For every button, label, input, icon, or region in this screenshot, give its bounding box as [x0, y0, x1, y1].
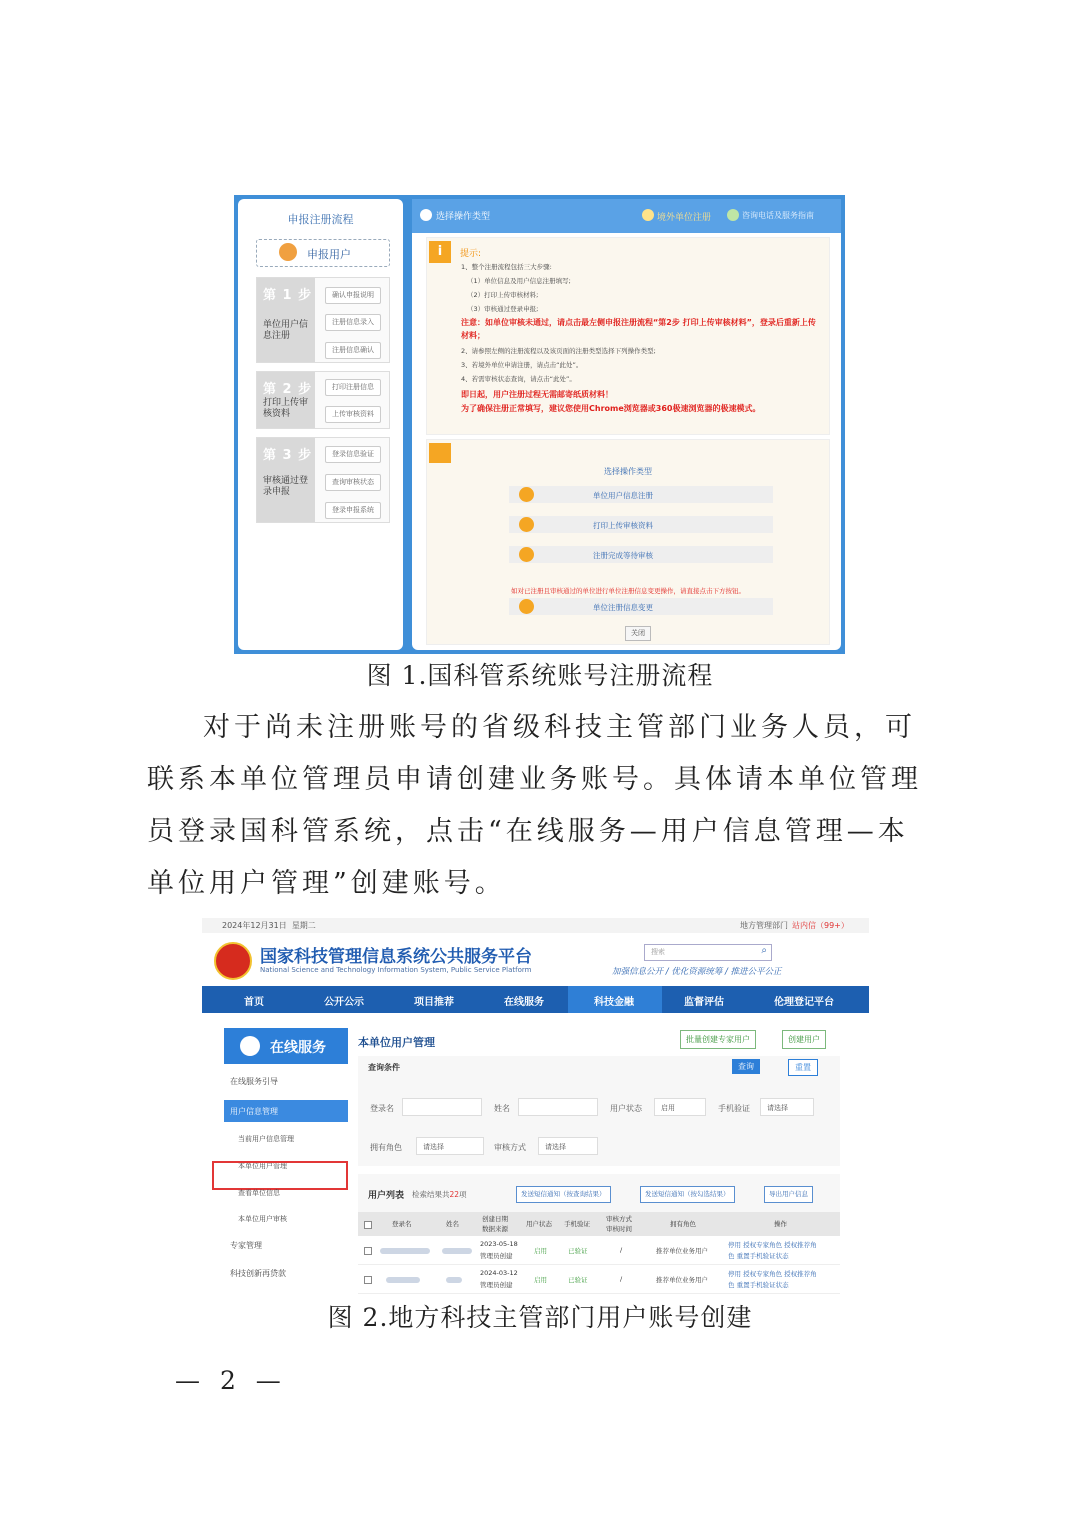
op-label: 单位用户信息注册 [593, 491, 653, 500]
cell-status: 启用 [534, 1276, 547, 1284]
tip-line: 1、整个注册流程包括三大步骤: [461, 263, 552, 271]
sidebar-header [224, 1028, 348, 1064]
audit-value: 请选择 [545, 1143, 566, 1151]
phone-select[interactable] [760, 1098, 814, 1116]
row-checkbox[interactable] [364, 1276, 372, 1284]
national-emblem-logo [214, 942, 252, 980]
login-verify-button[interactable]: 登录信息验证 [325, 446, 381, 463]
col-name: 姓名 [446, 1220, 459, 1228]
sidebar-item-user-audit[interactable]: 本单位用户审核 [238, 1215, 287, 1223]
cell-status: 启用 [534, 1247, 547, 1255]
sidebar-item-unit-users[interactable]: 本单位用户管理 [238, 1162, 287, 1170]
redacted-name [446, 1277, 462, 1283]
applicant-user-label: 申报用户 [307, 248, 351, 261]
ops-note: 如对已注册且审核通过的单位进行单位注册信息变更操作，请直接点击下方按钮。 [511, 587, 745, 595]
step-3-desc: 审核通过登录申报 [263, 476, 309, 497]
step-2-desc: 打印上传审核资料 [263, 398, 309, 419]
figure1-screenshot [234, 195, 845, 654]
nav-supervision[interactable]: 监督评估 [684, 997, 724, 1008]
tip-line: （1）单位信息及用户信息注册填写; [467, 277, 571, 285]
step-1-number: 第 1 步 [263, 288, 313, 303]
nav-tech-finance[interactable]: 科技金融 [594, 997, 634, 1008]
row-actions[interactable]: 停用 授权专家角色 授权推荐角 [728, 1270, 817, 1278]
step-2 [256, 371, 390, 429]
ops-title: 选择操作类型 [604, 467, 652, 476]
cell-source: 管理员创建 [480, 1281, 513, 1289]
name-label: 姓名 [494, 1104, 510, 1113]
close-button[interactable]: 关闭 [625, 626, 651, 641]
reset-button[interactable]: 重置 [788, 1059, 818, 1076]
role-select[interactable] [416, 1137, 484, 1155]
date-text: 2024年12月31日 星期二 [222, 921, 316, 930]
applicant-user-box[interactable] [256, 239, 390, 267]
op-label: 单位注册信息变更 [593, 603, 653, 612]
col-audit-time: 审核时间 [606, 1225, 632, 1233]
nav-public[interactable]: 公开公示 [324, 997, 364, 1008]
col-phone: 手机验证 [564, 1220, 590, 1228]
export-users-button[interactable]: 导出用户信息 [764, 1186, 813, 1203]
operation-header [412, 199, 841, 233]
col-role: 拥有角色 [670, 1220, 696, 1228]
op-print-upload[interactable] [509, 516, 773, 533]
row-actions[interactable]: 色 重置手机验证状态 [728, 1281, 789, 1289]
cell-audit: / [620, 1275, 623, 1283]
page-number: — 2 — [175, 1366, 287, 1395]
cell-date: 2023-05-18 [480, 1240, 518, 1248]
registration-flow-panel [238, 199, 403, 650]
confirm-registration-button[interactable]: 注册信息确认 [325, 342, 381, 359]
redacted-login [386, 1277, 420, 1283]
user-list-panel [358, 1174, 840, 1289]
table-row [358, 1236, 840, 1265]
tip-browser: 为了确保注册正常填写，建议您使用Chrome浏览器或360极速浏览器的极速模式。 [461, 404, 761, 413]
sms-by-query-button[interactable]: 发送短信通知（按查询结果） [516, 1186, 611, 1203]
login-input[interactable] [402, 1098, 482, 1116]
cell-phone: 已验证 [568, 1276, 588, 1284]
status-select[interactable] [654, 1098, 706, 1116]
tip-line: 2、请参照左侧的注册流程以及该页面的注册类型选择下列操作类型; [461, 347, 656, 355]
name-input[interactable] [518, 1098, 598, 1116]
top-bar [202, 918, 869, 933]
sidebar-item-expert[interactable]: 专家管理 [230, 1241, 262, 1250]
overseas-registration-link[interactable]: 境外单位注册 [657, 213, 712, 223]
service-icon [240, 1036, 260, 1056]
tip-title: 提示: [460, 249, 482, 259]
page-title: 本单位用户管理 [358, 1036, 435, 1049]
row-checkbox[interactable] [364, 1247, 372, 1255]
table-header [358, 1212, 840, 1236]
messages-link[interactable]: 站内信（99+） [792, 921, 849, 930]
figure2-screenshot [202, 918, 869, 1289]
query-status-button[interactable]: 查询审核状态 [325, 474, 381, 491]
step-2-number: 第 2 步 [263, 382, 313, 397]
op-label: 注册完成等待审核 [593, 551, 653, 560]
sidebar-item-unit-info[interactable]: 查看单位信息 [238, 1189, 280, 1197]
figure2-caption: 图 2.地方科技主管部门用户账号创建 [327, 1303, 753, 1332]
result-count: 检索结果共22项 [412, 1190, 467, 1199]
tip-warning: 注意：如单位审核未通过，请点击最左侧申报注册流程“第2步 打印上传审核材料”，登录后重新上传材料； [461, 318, 816, 340]
highlight-box [212, 1161, 348, 1190]
col-actions: 操作 [774, 1220, 787, 1228]
step-number-icon [519, 547, 534, 562]
phone-icon [727, 209, 739, 221]
sidebar-item-user-info[interactable]: 用户信息管理 [230, 1107, 278, 1116]
col-source: 数据来源 [482, 1225, 508, 1233]
user-icon [642, 209, 654, 221]
operation-select-box [426, 439, 830, 645]
platform-title: 国家科技管理信息系统公共服务平台 [260, 947, 532, 967]
main-nav [202, 986, 869, 1013]
sidebar-item-current-user[interactable]: 当前用户信息管理 [238, 1135, 294, 1143]
search-placeholder: 搜索 [651, 948, 665, 956]
step-1-desc: 单位用户信息注册 [263, 320, 309, 341]
operation-type-panel [412, 199, 841, 650]
info-icon [420, 209, 432, 221]
col-status: 用户状态 [526, 1220, 552, 1228]
nav-project[interactable]: 项目推荐 [414, 997, 454, 1008]
tip-line: （3）审核通过登录申报; [467, 305, 539, 313]
op-label: 打印上传审核资料 [593, 521, 653, 530]
operation-header-title: 选择操作类型 [436, 212, 491, 222]
slogan: 加强信息公开 / 优化资源统筹 / 推进公平公正 [612, 967, 782, 977]
tip-line: 4、若需审核状态查询，请点击“此处”。 [461, 375, 576, 383]
upload-materials-button[interactable]: 上传审核资料 [325, 406, 381, 423]
batch-create-expert-button[interactable]: 批量创建专家用户 [680, 1030, 756, 1049]
search-icon[interactable]: ⌕ [761, 945, 767, 956]
tip-line: （2）打印上传审核材料; [467, 291, 539, 299]
hotline-guide-link[interactable]: 咨询电话及服务指南 [742, 211, 814, 220]
audit-label: 审核方式 [494, 1143, 526, 1152]
tip-no-paper: 即日起，用户注册过程无需邮寄纸质材料！ [461, 390, 613, 399]
confirm-instructions-button[interactable]: 确认申报说明 [325, 287, 381, 304]
flow-title: 申报注册流程 [287, 213, 354, 226]
cell-date: 2024-03-12 [480, 1269, 518, 1277]
status-value: 启用 [661, 1104, 675, 1112]
phone-value: 请选择 [767, 1104, 788, 1112]
user-icon [279, 243, 297, 261]
redacted-login [380, 1248, 430, 1254]
nav-ethics[interactable]: 伦理登记平台 [774, 997, 834, 1008]
cell-source: 管理员创建 [480, 1252, 513, 1260]
step-3-number: 第 3 步 [263, 448, 313, 463]
phone-label: 手机验证 [718, 1104, 750, 1113]
sidebar-item-loan[interactable]: 科技创新再贷款 [230, 1269, 286, 1278]
enter-registration-button[interactable]: 注册信息录入 [325, 314, 381, 331]
nav-online-service[interactable]: 在线服务 [504, 997, 544, 1008]
row-actions[interactable]: 停用 授权专家角色 授权推荐角 [728, 1241, 817, 1249]
tip-box [426, 237, 830, 435]
query-title: 查询条件 [368, 1063, 400, 1072]
col-date: 创建日期 [482, 1215, 508, 1223]
info-icon: i [429, 241, 451, 263]
cell-audit: / [620, 1246, 623, 1254]
step-1 [256, 277, 390, 363]
col-audit: 审核方式 [606, 1215, 632, 1223]
main-content [358, 1028, 840, 1289]
audit-select[interactable] [538, 1137, 598, 1155]
cell-role: 推荐单位业务用户 [656, 1247, 708, 1255]
create-user-button[interactable]: 创建用户 [782, 1030, 826, 1049]
cell-phone: 已验证 [568, 1247, 588, 1255]
list-title: 用户列表 [368, 1191, 405, 1201]
table-row [358, 1265, 840, 1294]
status-label: 用户状态 [610, 1104, 642, 1113]
print-registration-button[interactable]: 打印注册信息 [325, 379, 381, 396]
sidebar-item-guide[interactable]: 在线服务引导 [230, 1077, 278, 1086]
login-system-button[interactable]: 登录申报系统 [325, 502, 381, 519]
row-actions[interactable]: 色 重置手机验证状态 [728, 1252, 789, 1260]
role-value: 请选择 [423, 1143, 444, 1151]
edit-icon [429, 443, 451, 463]
step-3 [256, 437, 390, 523]
search-icon [519, 599, 534, 614]
nav-home[interactable]: 首页 [244, 997, 264, 1008]
step-number-icon [519, 487, 534, 502]
figure1-caption: 图 1.国科管系统账号注册流程 [366, 661, 714, 690]
platform-title-en: National Science and Technology Information System, Public Service Platform [260, 966, 532, 974]
tip-line: 3、若境外单位申请注册，请点击“此处”。 [461, 361, 583, 369]
role-label: 拥有角色 [370, 1143, 402, 1152]
search-button[interactable]: 查询 [732, 1059, 760, 1074]
op-wait-audit[interactable] [509, 546, 773, 563]
select-all-checkbox[interactable] [364, 1221, 372, 1229]
redacted-name [442, 1248, 472, 1254]
query-panel [358, 1056, 840, 1166]
col-login: 登录名 [392, 1220, 412, 1228]
cell-role: 推荐单位业务用户 [656, 1276, 708, 1284]
search-input[interactable] [644, 944, 772, 961]
sidebar [224, 1028, 348, 1282]
sidebar-title: 在线服务 [270, 1040, 326, 1056]
body-paragraph: 对于尚未注册账号的省级科技主管部门业务人员，可联系本单位管理员申请创建业务账号。具体请本单位管理员登录国科管系统，点击“在线服务—用户信息管理—本单位用户管理”创建账号。 [147, 712, 922, 899]
sms-by-selection-button[interactable]: 发送短信通知（按勾选结果） [640, 1186, 735, 1203]
step-number-icon [519, 517, 534, 532]
current-user[interactable]: 地方管理部门 [740, 921, 788, 930]
op-unit-registration[interactable] [509, 486, 773, 503]
op-change-info[interactable] [509, 598, 773, 615]
login-label: 登录名 [370, 1104, 394, 1113]
